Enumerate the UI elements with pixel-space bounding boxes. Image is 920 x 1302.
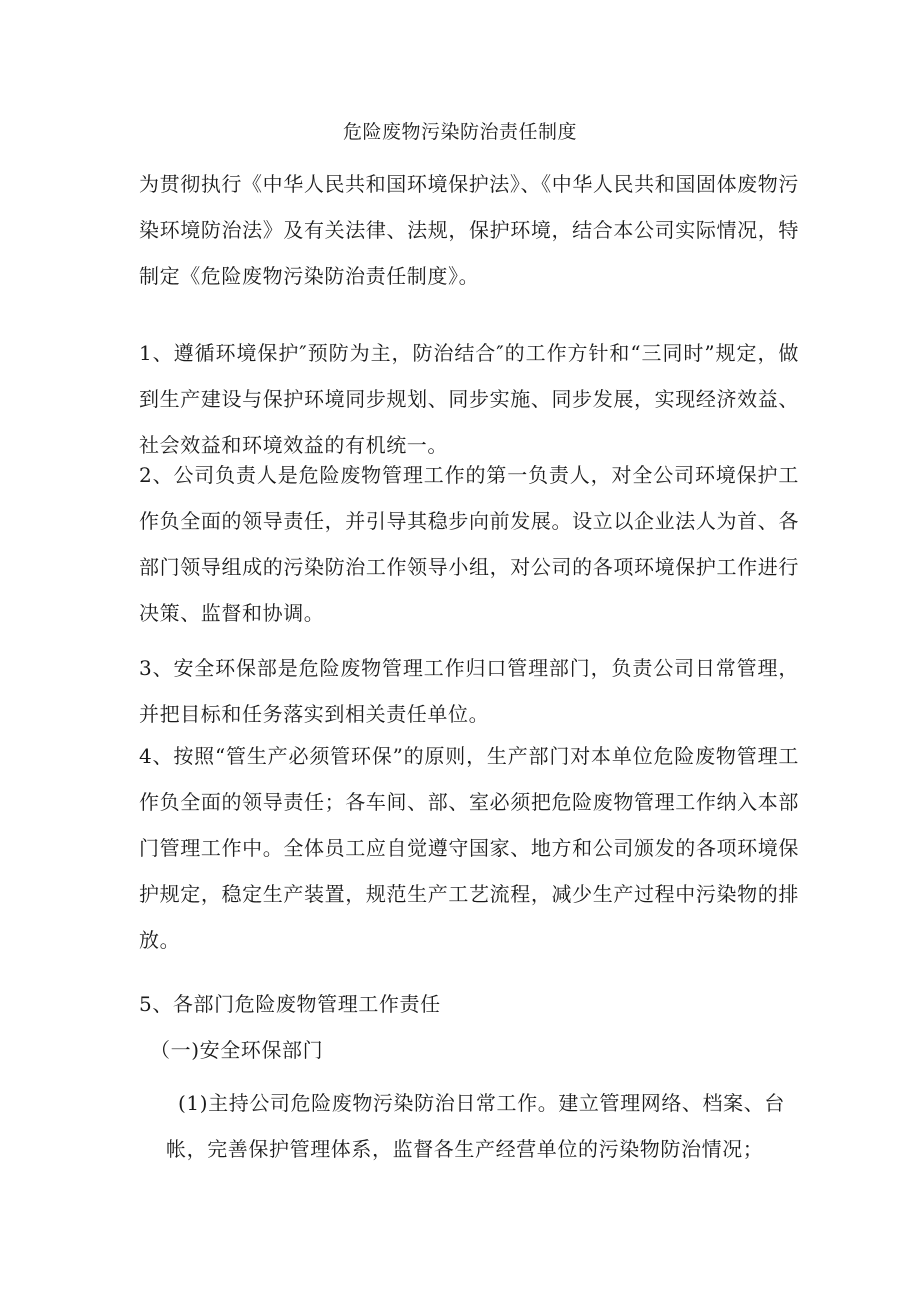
paragraph-3: 3、安全环保部是危险废物管理工作归口管理部门，负责公司日常管理，并把目标和任务落实到相关责任单位。	[139, 656, 799, 726]
document-title: 危险废物污染防治责任制度	[342, 121, 577, 143]
paragraph-4: 4、按照“管生产必须管环保”的原则，生产部门对本单位危险废物管理工作负全面的领导责任；各车间、部、室必须把危险废物管理工作纳入本部门管理工作中。全体员工应自觉遵守国家、地方和公司颁发的各项环境保护规定，稳定生产装置，规范生产工艺流程，减少生产过程中污染物的排放。	[139, 744, 799, 952]
intro-paragraph: 为贯彻执行《中华人民共和国环境保护法》、《中华人民共和国固体废物污染环境防治法》及有关法律、法规，保护环境，结合本公司实际情况，特制定《危险废物污染防治责任制度》。	[139, 172, 799, 288]
paragraph-2: 2、公司负责人是危险废物管理工作的第一负责人，对全公司环境保护工作负全面的领导责任，并引导其稳步向前发展。设立以企业法人为首、各部门领导组成的污染防治工作领导小组，对公司的各项环境保护工作进行决策、监督和协调。	[139, 463, 799, 625]
list-item: (1)主持公司危险废物污染防治日常工作。建立管理网络、档案、台帐，完善保护管理体系，监督各生产经营单位的污染物防治情况；	[166, 1091, 785, 1161]
paragraph-1: 1、遵循环境保护″预防为主，防治结合″的工作方针和“三同时”规定，做到生产建设与保护环境同步规划、同步实施、同步发展，实现经济效益、社会效益和环境效益的有机统一。	[139, 341, 799, 457]
section-heading: （一)安全环保部门	[150, 1038, 324, 1062]
paragraph-5: 5、各部门危险废物管理工作责任	[139, 992, 441, 1016]
